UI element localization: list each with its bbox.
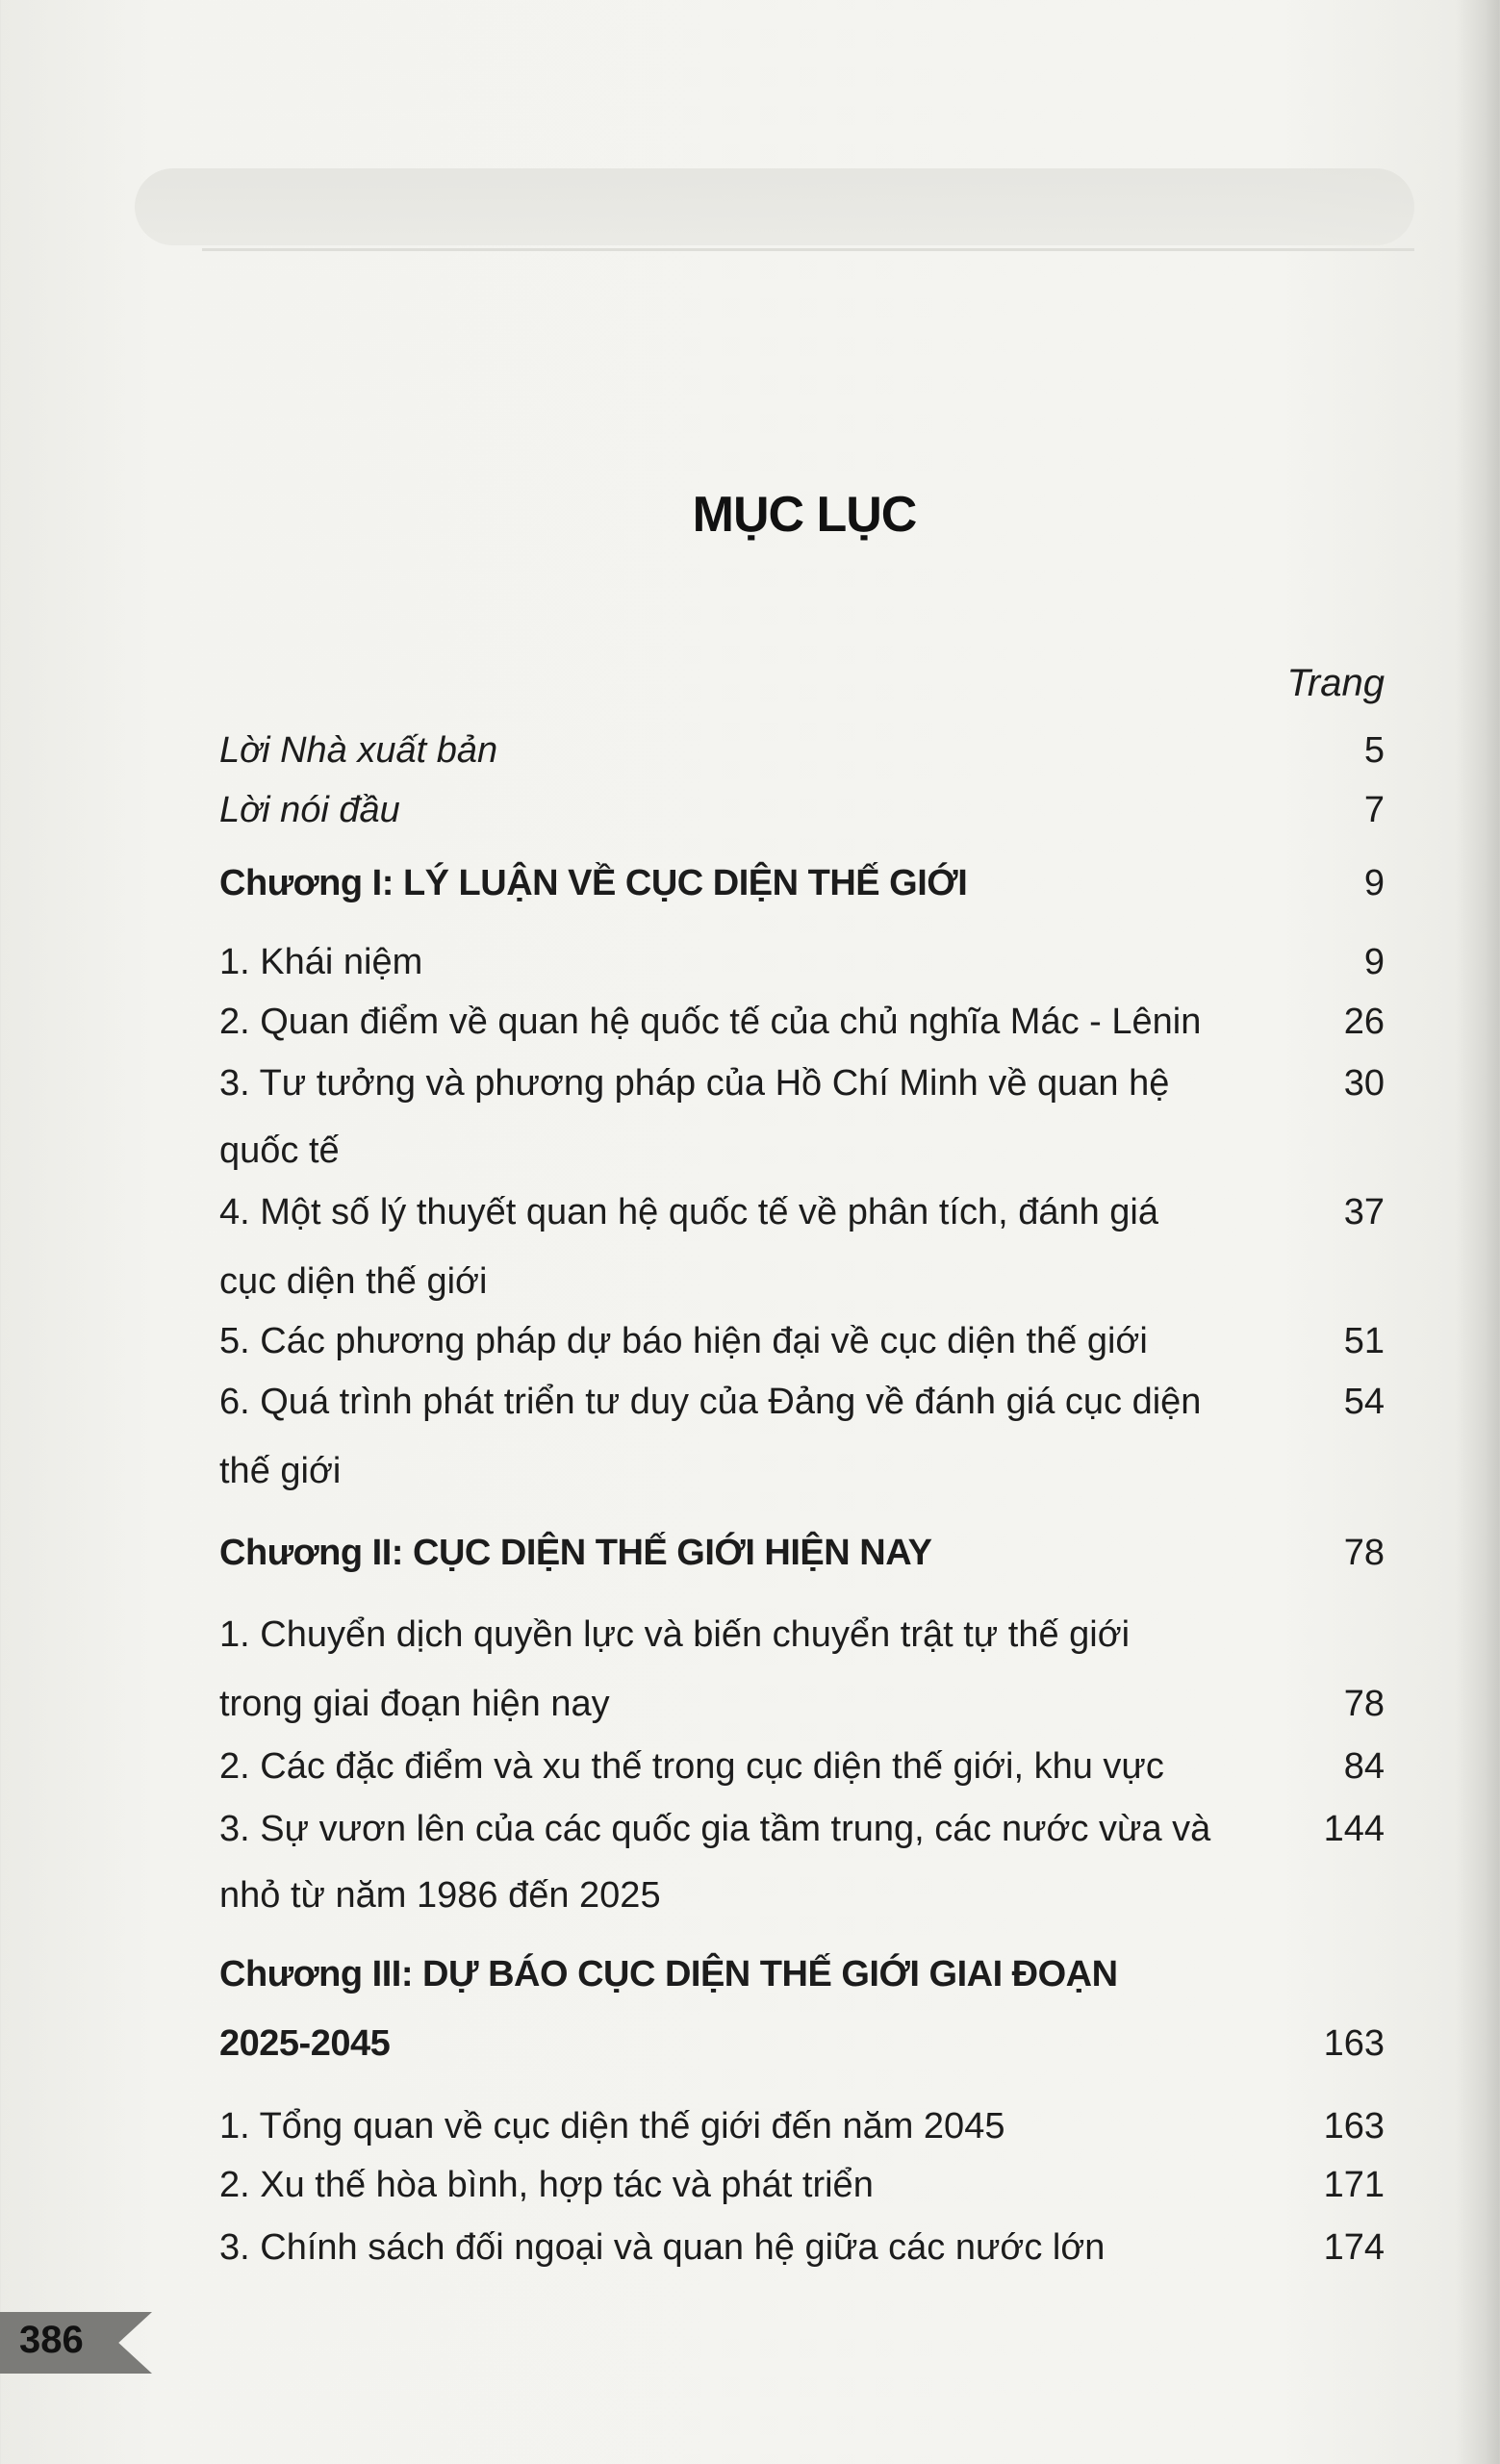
- page-number: 386: [19, 2319, 84, 2361]
- toc-entry-text: cục diện thế giới: [219, 1261, 488, 1302]
- toc-entry[interactable]: [219, 1808, 1385, 1850]
- toc-entry-text: 3. Chính sách đối ngoại và quan hệ giữa các nước lớn: [219, 2227, 1106, 2268]
- toc-entry-text: 6. Quá trình phát triển tư duy của Đảng về đánh giá cục diện: [219, 1382, 1202, 1422]
- toc-entry[interactable]: [219, 1381, 1385, 1423]
- toc-entry[interactable]: [219, 2105, 1385, 2147]
- toc-entry-text: 2. Quan điểm về quan hệ quốc tế của chủ nghĩa Mác - Lênin: [219, 1002, 1202, 1042]
- toc-entry[interactable]: [219, 2226, 1385, 2269]
- toc-entry-text: 3. Tư tưởng và phương pháp của Hồ Chí Minh về quan hệ: [219, 1063, 1170, 1104]
- toc-entry[interactable]: [219, 1001, 1385, 1043]
- toc-entry-text: 1. Chuyển dịch quyền lực và biến chuyển trật tự thế giới: [219, 1614, 1131, 1655]
- toc-entry-text: 4. Một số lý thuyết quan hệ quốc tế về phân tích, đánh giá: [219, 1192, 1158, 1232]
- toc-entry[interactable]: [219, 1062, 1385, 1105]
- toc-entry-text: Lời Nhà xuất bản: [219, 730, 498, 771]
- toc-chapter-continuation[interactable]: [219, 2022, 1385, 2065]
- toc-entry-text: Chương I: LÝ LUẬN VỀ CỤC DIỆN THẾ GIỚI: [219, 863, 968, 903]
- toc-entry-text: 5. Các phương pháp dự báo hiện đại về cục diện thế giới: [219, 1321, 1148, 1361]
- toc-entry-text: nhỏ từ năm 1986 đến 2025: [219, 1875, 661, 1916]
- toc-entry-text: 3. Sự vươn lên của các quốc gia tầm trung, các nước vừa và: [219, 1809, 1211, 1849]
- toc-entry-continuation[interactable]: [219, 1874, 1385, 1917]
- toc-entry-page: 78: [1343, 1533, 1385, 1573]
- page-title: MỤC LỤC: [692, 487, 917, 543]
- toc-entry-continuation[interactable]: [219, 1683, 1385, 1725]
- bleed-through-rule: [202, 248, 1414, 251]
- toc-entry-page: 26: [1343, 1002, 1385, 1042]
- toc-entry-page: 9: [1363, 863, 1385, 903]
- toc-entry-text: trong giai đoạn hiện nay: [219, 1684, 610, 1724]
- bleed-through-header-band: [135, 168, 1414, 245]
- toc-entry-text: thế giới: [219, 1451, 342, 1491]
- toc-entry-text: Chương II: CỤC DIỆN THẾ GIỚI HIỆN NAY: [219, 1533, 932, 1573]
- toc-entry-page: 174: [1323, 2227, 1385, 2268]
- toc-entry[interactable]: [219, 2164, 1385, 2206]
- toc-entry[interactable]: [219, 1191, 1385, 1233]
- toc-entry-page: 37: [1343, 1192, 1385, 1232]
- toc-entry[interactable]: [219, 729, 1385, 772]
- page-column-label: Trang: [1286, 662, 1385, 704]
- toc-entry-page: 54: [1343, 1382, 1385, 1422]
- toc-chapter[interactable]: [219, 1532, 1385, 1574]
- toc-entry-page: 163: [1323, 2106, 1385, 2146]
- toc-entry-page: 144: [1323, 1809, 1385, 1849]
- toc-entry-text: 2. Các đặc điểm và xu thế trong cục diện thế giới, khu vực: [219, 1746, 1164, 1787]
- toc-entry-text: Chương III: DỰ BÁO CỤC DIỆN THẾ GIỚI GIAI ĐOẠN: [219, 1954, 1118, 1994]
- toc-entry-continuation[interactable]: [219, 1130, 1385, 1172]
- toc-chapter[interactable]: [219, 862, 1385, 904]
- toc-entry-text: quốc tế: [219, 1130, 340, 1171]
- toc-chapter[interactable]: [219, 1953, 1385, 1995]
- toc-entry-page: 78: [1343, 1684, 1385, 1724]
- toc-entry[interactable]: [219, 1745, 1385, 1788]
- toc-entry-text: 1. Tổng quan về cục diện thế giới đến năm 2045: [219, 2106, 1005, 2146]
- toc-entry-page: 171: [1323, 2165, 1385, 2205]
- toc-entry-page: 30: [1343, 1063, 1385, 1104]
- toc-entry-text: 2025-2045: [219, 2023, 391, 2064]
- toc-entry-text: Lời nói đầu: [219, 790, 400, 830]
- toc-entry[interactable]: [219, 789, 1385, 831]
- toc-entry-page: 84: [1343, 1746, 1385, 1787]
- toc-entry-page: 51: [1343, 1321, 1385, 1361]
- toc-entry-text: 1. Khái niệm: [219, 942, 423, 982]
- toc-entry[interactable]: [219, 941, 1385, 983]
- toc-entry-page: 7: [1363, 790, 1385, 830]
- toc-entry[interactable]: [219, 1613, 1385, 1656]
- toc-entry-page: 9: [1363, 942, 1385, 982]
- toc-entry-page: 163: [1323, 2023, 1385, 2064]
- toc-entry-continuation[interactable]: [219, 1260, 1385, 1303]
- toc-entry-text: 2. Xu thế hòa bình, hợp tác và phát triển: [219, 2165, 874, 2205]
- toc-entry-continuation[interactable]: [219, 1450, 1385, 1492]
- toc-entry[interactable]: [219, 1320, 1385, 1362]
- toc-entry-page: 5: [1363, 730, 1385, 771]
